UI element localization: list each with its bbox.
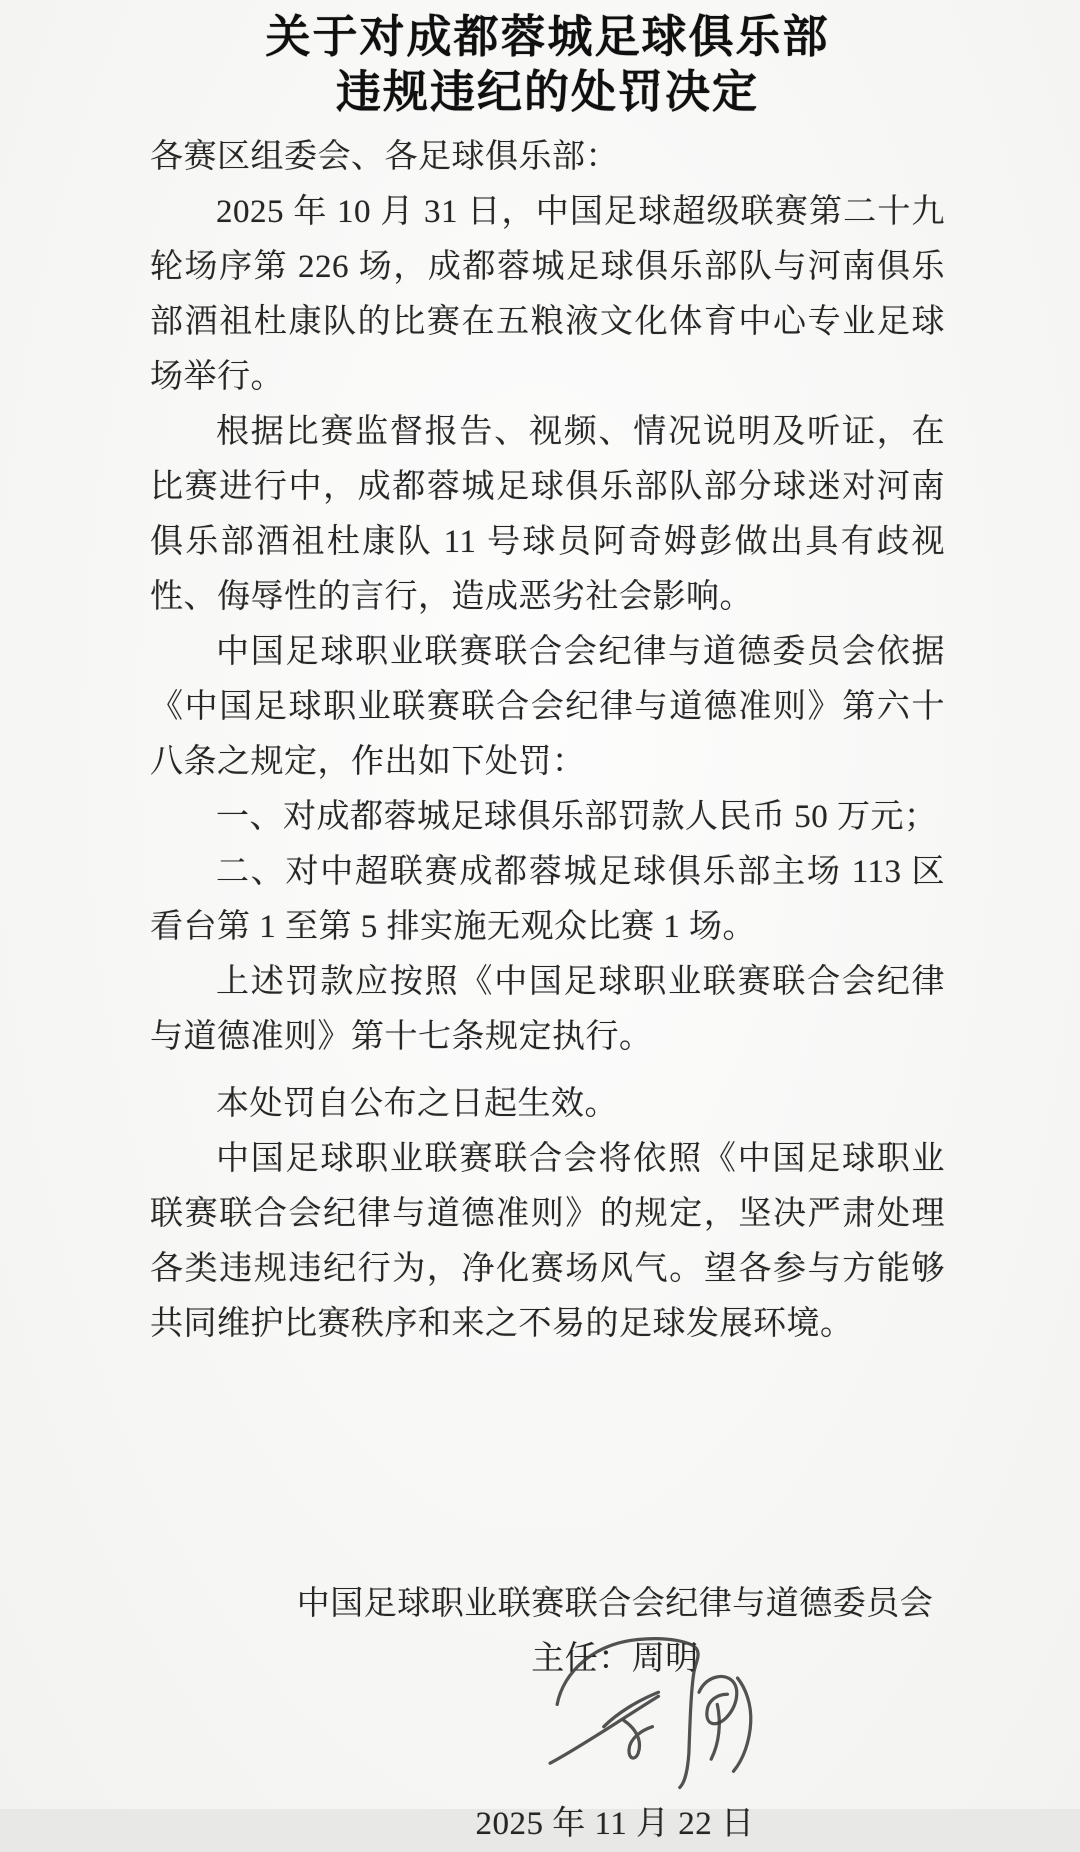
paragraph-incident: 根据比赛监督报告、视频、情况说明及听证，在比赛进行中，成都蓉城足球俱乐部队部分球迷对河南俱乐部酒祖杜康队 11 号球员阿奇姆彭做出具有歧视性、侮辱性的言行，造成恶劣社会影响。 (150, 414, 945, 615)
paragraph-fine-execution: 上述罚款应按照《中国足球职业联赛联合会纪律与道德准则》第十七条规定执行。 (150, 964, 945, 1055)
signer-title: 主任：周明 (531, 1641, 699, 1677)
title-line-1: 关于对成都蓉城足球俱乐部 (265, 12, 830, 62)
signature-block (150, 1577, 1080, 1852)
paragraph-match-info: 2025 年 10 月 31 日，中国足球超级联赛第二十九轮场序第 226 场，成都蓉城足球俱乐部队与河南俱乐部酒祖杜康队的比赛在五粮液文化体育中心专业足球场举行。 (150, 194, 945, 395)
issue-date: 2025 年 11 月 22 日 (475, 1806, 755, 1842)
sanction-item-2: 二、对中超联赛成都蓉城足球俱乐部主场 113 区看台第 1 至第 5 排实施无观众比赛 1 场。 (150, 854, 945, 945)
paragraph-legal-basis: 中国足球职业联赛联合会纪律与道德委员会依据《中国足球职业联赛联合会纪律与道德准则》第六十八条之规定，作出如下处罚： (150, 634, 945, 780)
document-body (150, 130, 945, 1352)
title-line-2: 违规违纪的处罚决定 (335, 67, 759, 117)
salutation: 各赛区组委会、各足球俱乐部： (150, 139, 619, 175)
issuing-organization: 中国足球职业联赛联合会纪律与道德委员会 (296, 1586, 934, 1622)
document-title (150, 10, 945, 120)
sanction-item-1: 一、对成都蓉城足球俱乐部罚款人民币 50 万元； (216, 799, 938, 835)
paragraph-effective-date: 本处罚自公布之日起生效。 (216, 1086, 618, 1122)
paragraph-closing-statement: 中国足球职业联赛联合会将依照《中国足球职业联赛联合会纪律与道德准则》的规定，坚决严肃处理各类违规违纪行为，净化赛场风气。望各参与方能够共同维护比赛秩序和来之不易的足球发展环境。 (150, 1141, 945, 1342)
